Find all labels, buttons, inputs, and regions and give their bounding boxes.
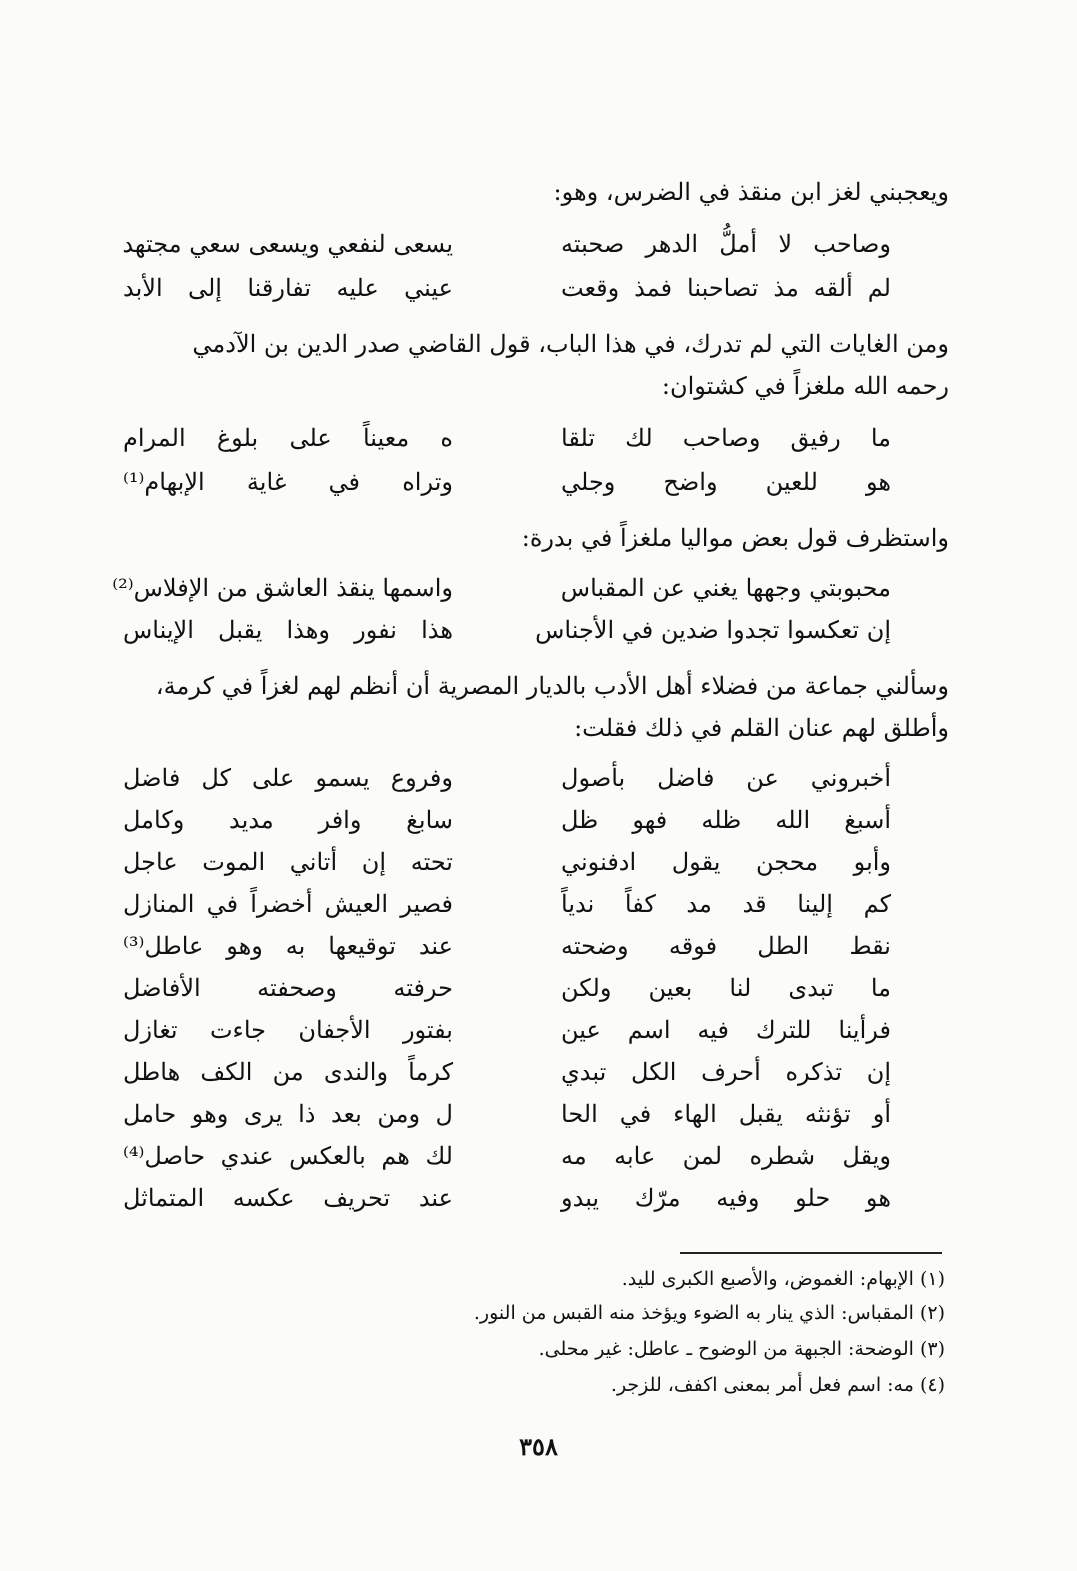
verse-row	[123, 1016, 891, 1060]
verse-first-hemistich: أو تؤنثه يقبل الهاء في الحا	[561, 1100, 891, 1128]
paragraph-intro-2a: ومن الغايات التي لم تدرك، في هذا الباب، قول القاضي صدر الدين بن الآدمي	[192, 330, 949, 358]
verse-row	[123, 890, 891, 934]
verse-first-hemistich: فرأينا للترك فيه اسم عين	[561, 1016, 891, 1044]
verse-second-hemistich: ه معيناً على بلوغ المرام	[123, 424, 453, 452]
verse-first-hemistich: هو للعين واضح وجلي	[561, 468, 891, 496]
verse-second-hemistich: عند توقيعها به وهو عاطل⁽³⁾	[123, 932, 453, 960]
paragraph-intro-3: واستظرف قول بعض مواليا ملغزاً في بدرة:	[521, 524, 949, 552]
verse-first-hemistich: محبوبتي وجهها يغني عن المقباس	[560, 574, 891, 602]
verse-row	[123, 424, 891, 468]
footnote-rule	[680, 1252, 942, 1254]
verse-row	[123, 1058, 891, 1102]
verse-second-hemistich: يسعى لنفعي ويسعى سعي مجتهد	[122, 230, 453, 258]
verse-second-hemistich: عيني عليه تفارقنا إلى الأبد	[123, 274, 453, 302]
verse-second-hemistich: لك هم بالعكس عندي حاصل⁽⁴⁾	[123, 1142, 453, 1170]
verse-first-hemistich: نقط الطل فوقه وضحته	[561, 932, 891, 960]
verse-second-hemistich: عند تحريف عكسه المتماثل	[123, 1184, 453, 1212]
verse-row	[123, 616, 891, 660]
verse-row	[123, 974, 891, 1018]
verse-first-hemistich: هو حلو وفيه مرّك يبدو	[561, 1184, 891, 1212]
verse-second-hemistich: وفروع يسمو على كل فاضل	[123, 764, 453, 792]
verse-first-hemistich: ما تبدى لنا بعين ولكن	[561, 974, 891, 1002]
verse-first-hemistich: وصاحب لا أملُّ الدهر صحبته	[561, 230, 891, 258]
verse-second-hemistich: واسمها ينقذ العاشق من الإفلاس⁽²⁾	[112, 574, 453, 602]
verse-first-hemistich: وأبو محجن يقول ادفنوني	[561, 848, 891, 876]
verse-first-hemistich: أسبغ الله ظله فهو ظل	[561, 806, 891, 834]
verse-second-hemistich: كرماً والندى من الكف هاطل	[123, 1058, 453, 1086]
verse-row	[123, 1100, 891, 1144]
paragraph-intro-4b: وأطلق لهم عنان القلم في ذلك فقلت:	[574, 714, 949, 742]
verse-first-hemistich: ويقل شطره لمن عابه مه	[561, 1142, 891, 1170]
verse-row	[123, 230, 891, 274]
verse-second-hemistich: حرفته وصحفته الأفاضل	[123, 974, 453, 1002]
footnote: (٤) مه: اسم فعل أمر بمعنى اكفف، للزجر.	[610, 1374, 945, 1396]
footnote: (٢) المقباس: الذي ينار به الضوء ويؤخذ منه القبس من النور.	[473, 1302, 945, 1324]
verse-row	[123, 1142, 891, 1186]
verse-second-hemistich: تحته إن أتاني الموت عاجل	[123, 848, 453, 876]
paragraph-intro-2b: رحمه الله ملغزاً في كشتوان:	[661, 372, 949, 400]
paragraph-intro-1: ويعجبني لغز ابن منقذ في الضرس، وهو:	[553, 178, 949, 206]
verse-second-hemistich: بفتور الأجفان جاءت تغازل	[123, 1016, 453, 1044]
verse-first-hemistich: إن تعكسوا تجدوا ضدين في الأجناس	[535, 616, 891, 644]
verse-first-hemistich: لم ألقه مذ تصاحبنا فمذ وقعت	[561, 274, 891, 302]
verse-row	[123, 932, 891, 976]
verse-second-hemistich: فصير العيش أخضراً في المنازل	[123, 890, 453, 918]
footnote: (١) الإبهام: الغموض، والأصبع الكبرى لليد.	[621, 1268, 945, 1290]
verse-row	[123, 764, 891, 808]
verse-second-hemistich: وتراه في غاية الإبهام⁽¹⁾	[123, 468, 453, 496]
verse-second-hemistich: ل ومن بعد ذا يرى وهو حامل	[123, 1100, 453, 1128]
verse-first-hemistich: أخبروني عن فاضل بأصول	[561, 764, 891, 792]
verse-row	[123, 806, 891, 850]
verse-first-hemistich: كم إلينا قد مد كفاً ندياً	[561, 890, 891, 918]
page-number: ٣٥٨	[519, 1432, 558, 1461]
verse-second-hemistich: هذا نفور وهذا يقبل الإيناس	[123, 616, 453, 644]
verse-row	[123, 1184, 891, 1228]
verse-row	[112, 574, 891, 618]
footnote: (٣) الوضحة: الجبهة من الوضوح ـ عاطل: غير محلى.	[538, 1338, 945, 1360]
verse-first-hemistich: إن تذكره أحرف الكل تبدي	[561, 1058, 891, 1086]
verse-row	[123, 468, 891, 512]
verse-first-hemistich: ما رفيق وصاحب لك تلقا	[561, 424, 891, 452]
paragraph-intro-4a: وسألني جماعة من فضلاء أهل الأدب بالديار المصرية أن أنظم لهم لغزاً في كرمة،	[155, 672, 949, 700]
verse-second-hemistich: سابغ وافر مديد وكامل	[123, 806, 453, 834]
verse-row	[123, 848, 891, 892]
verse-row	[123, 274, 891, 318]
